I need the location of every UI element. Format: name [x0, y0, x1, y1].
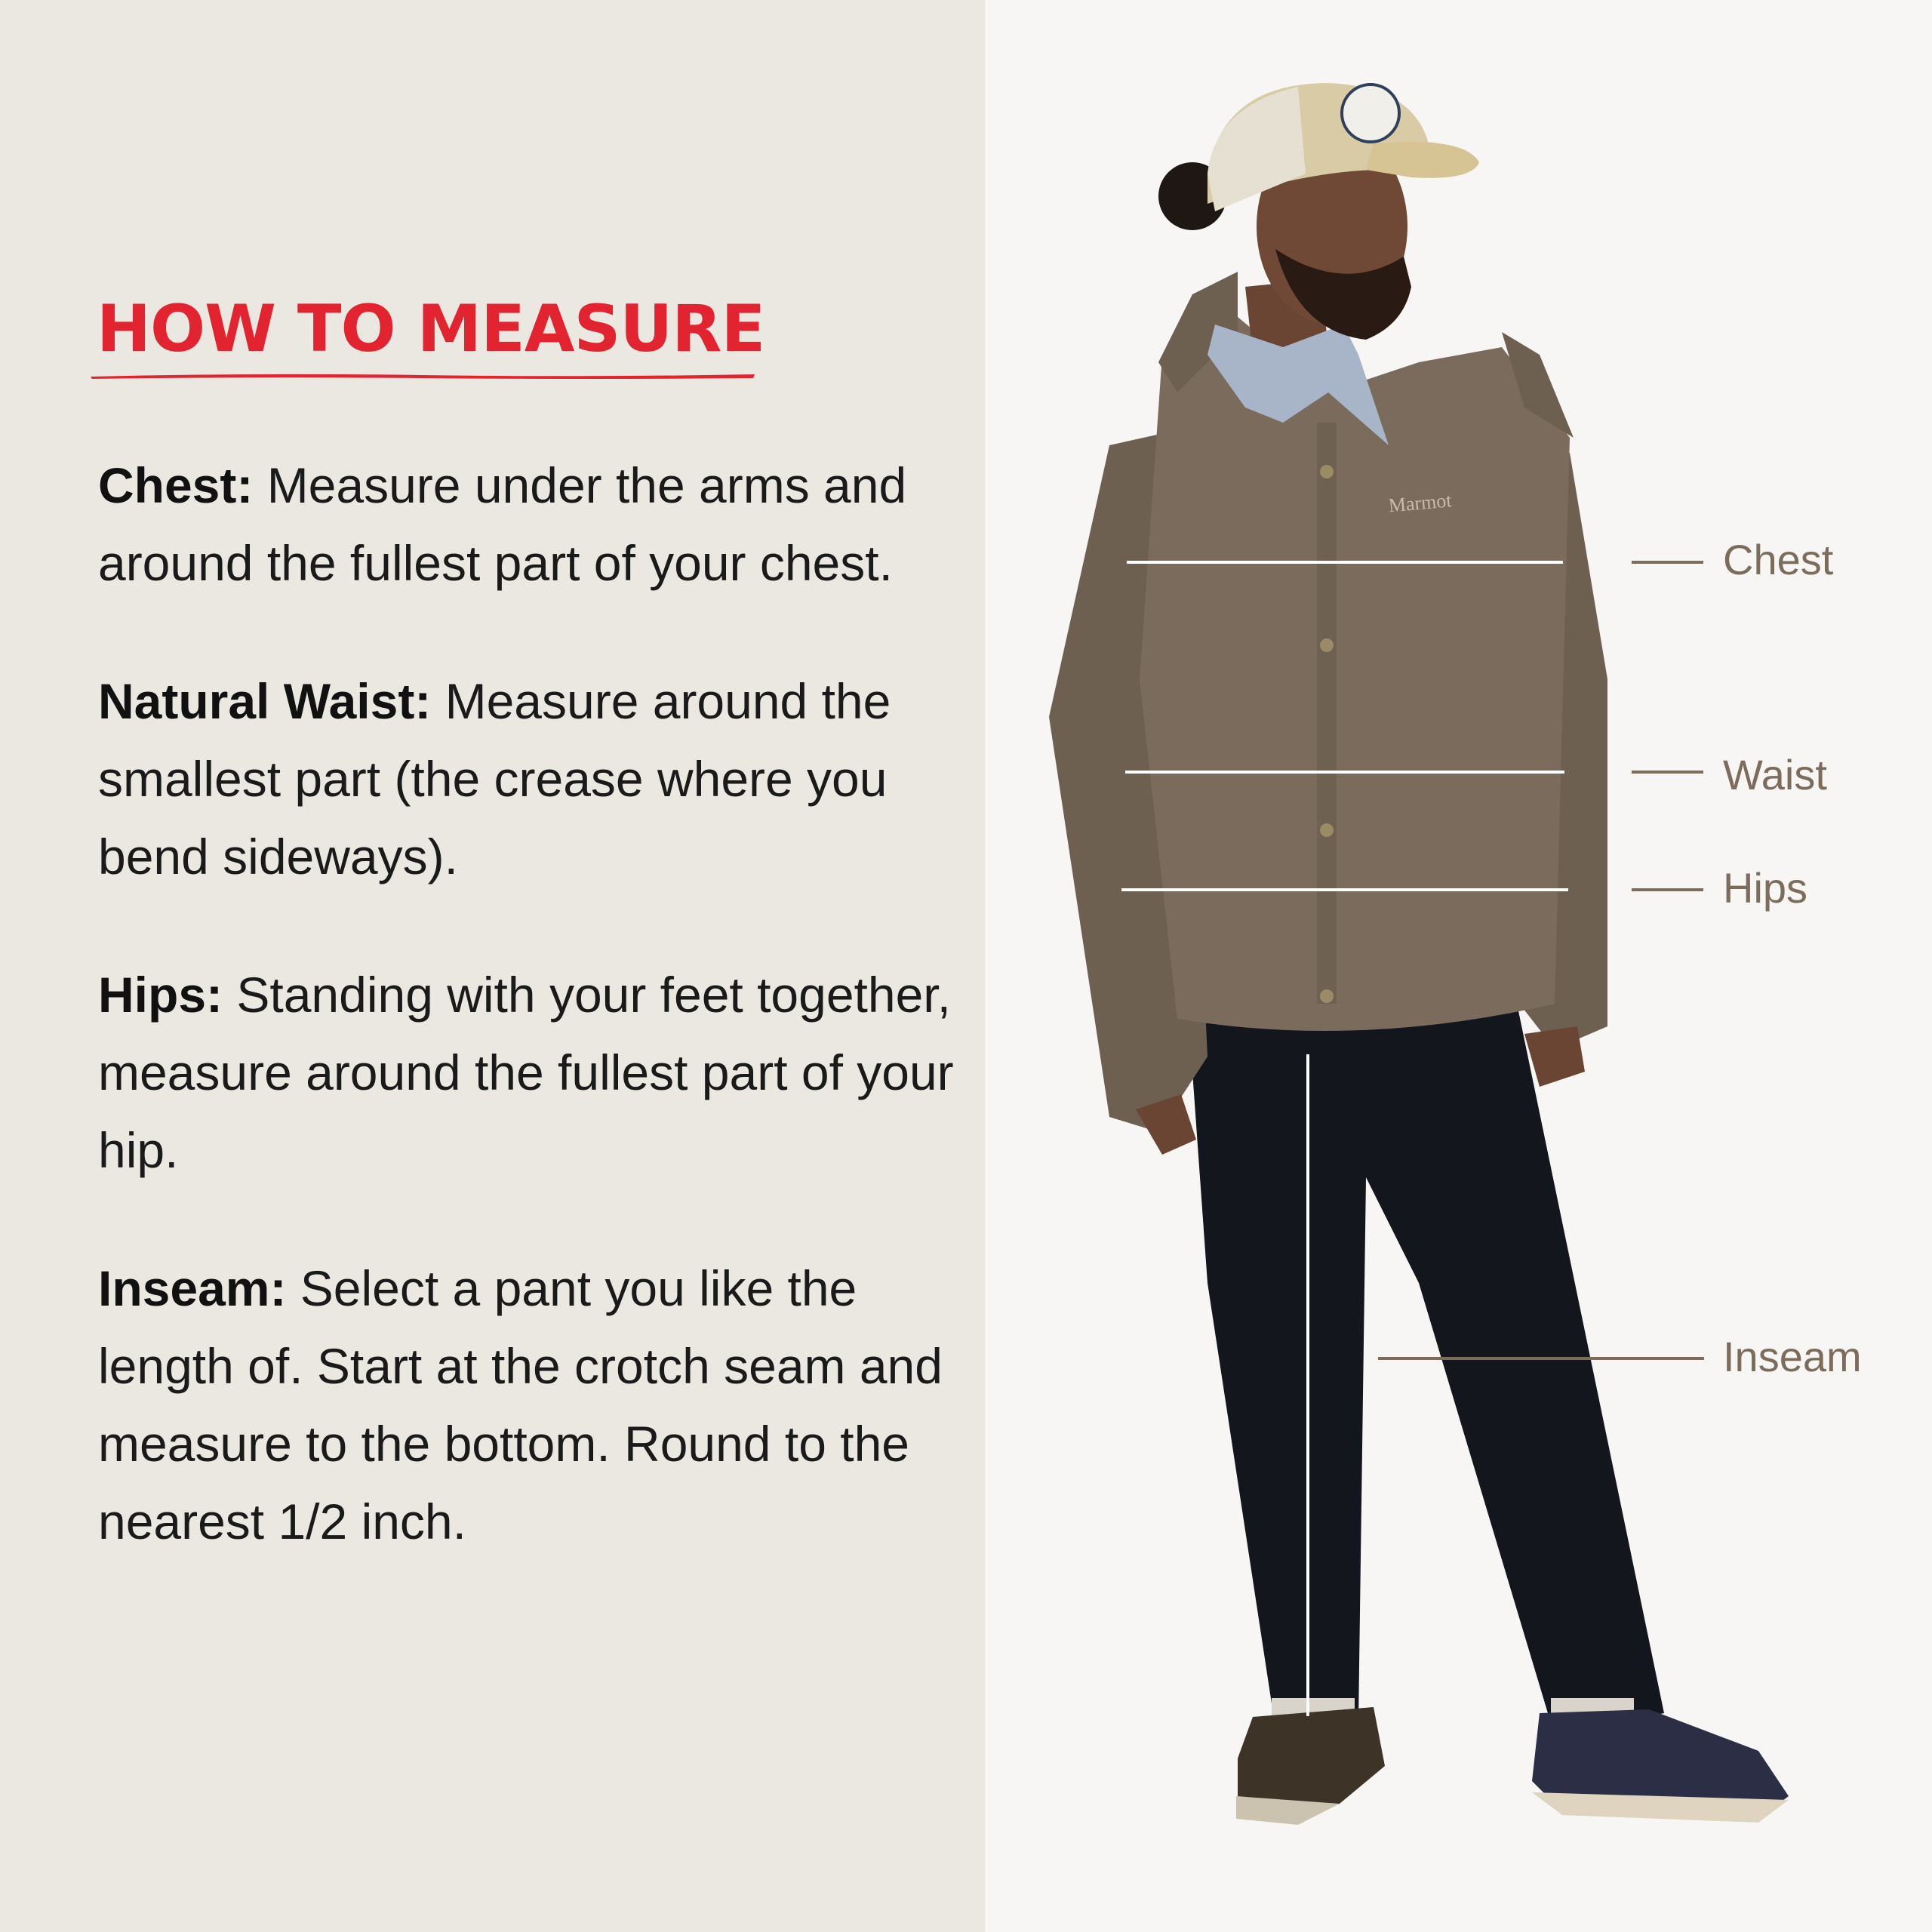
right-hand: [1524, 1026, 1585, 1087]
hips-guide-line: [1121, 888, 1568, 891]
inseam-callout-line: [1378, 1357, 1704, 1360]
instruction-text: Measure around the smallest part (the crease where you bend sideways).: [98, 673, 891, 884]
instruction-term: Chest:: [98, 457, 254, 513]
waist-guide-line: [1125, 771, 1564, 774]
chest-callout-label: Chest: [1723, 536, 1834, 583]
instruction-inseam: [98, 1250, 966, 1561]
instructions-list: [98, 447, 966, 1621]
instruction-term: Inseam:: [98, 1260, 287, 1316]
model-photo: [985, 0, 1932, 1932]
instruction-natural-waist: [98, 663, 966, 896]
waist-callout-line: [1632, 771, 1703, 774]
instruction-text: Select a pant you like the length of. Start at the crotch seam and measure to the bottom. Round to the nearest 1/2 inch.: [98, 1260, 943, 1549]
chest-callout-line: [1632, 561, 1703, 564]
instruction-text: Measure under the arms and around the fullest part of your chest.: [98, 457, 907, 591]
jacket-logo: Marmot: [1387, 489, 1453, 517]
inseam-guide-line: [1306, 1054, 1309, 1716]
instruction-chest: [98, 447, 966, 602]
jacket-placket: [1317, 423, 1337, 1004]
jacket-button: [1320, 989, 1334, 1003]
pants: [1189, 1004, 1664, 1736]
hips-callout-label: Hips: [1723, 864, 1808, 912]
instruction-hips: [98, 956, 966, 1189]
waist-callout-label: Waist: [1723, 751, 1827, 798]
heading-underline-icon: [89, 371, 756, 380]
jacket-body: [1140, 317, 1570, 1031]
hips-callout-line: [1632, 888, 1703, 891]
inseam-callout-label: Inseam: [1723, 1333, 1862, 1380]
instruction-term: Natural Waist:: [98, 673, 432, 729]
jacket-button: [1320, 638, 1334, 652]
jacket-button: [1320, 465, 1334, 478]
page-title: HOW TO MEASURE: [97, 291, 765, 367]
instruction-term: Hips:: [98, 967, 223, 1023]
instruction-text: Standing with your feet together, measure around the fullest part of your hip.: [98, 967, 954, 1178]
chest-guide-line: [1127, 561, 1563, 564]
cap-patch-icon: [1342, 85, 1399, 142]
jacket-button: [1320, 823, 1334, 837]
cap-brim: [1366, 142, 1479, 178]
